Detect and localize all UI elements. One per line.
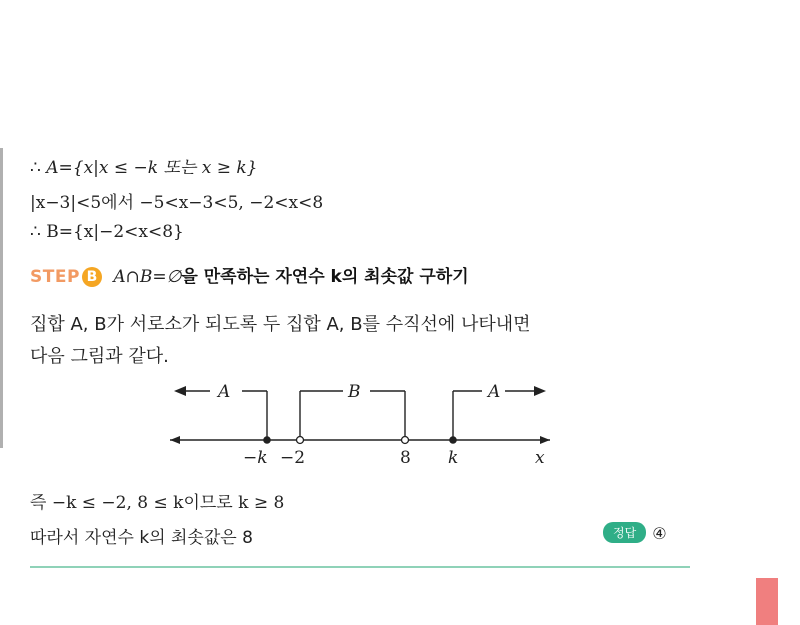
point-neg-2 xyxy=(297,437,304,444)
tick-neg-k: −k xyxy=(243,448,268,468)
solution-line-1 xyxy=(30,153,257,178)
solution-line-5: 따라서 자연수 k의 최솟값은 8 xyxy=(30,528,253,548)
set-a-definition: A={x|x ≤ −k 또는 x ≥ k} xyxy=(46,158,258,178)
solution-line-4: 즉 −k ≤ −2, 8 ≤ k이므로 k ≥ 8 xyxy=(30,493,285,513)
step-heading xyxy=(30,262,469,287)
step-letter-badge: B xyxy=(82,267,102,287)
step-label: STEP xyxy=(30,267,80,287)
paragraph-line-2: 다음 그림과 같다. xyxy=(30,346,169,367)
label-set-a-right: A xyxy=(488,382,501,402)
step-title: 을 만족하는 자연수 k의 최솟값 구하기 xyxy=(181,267,469,287)
answer-badge: 정답 xyxy=(603,522,646,543)
step-math: A∩B=∅ xyxy=(113,267,182,287)
bottom-divider xyxy=(30,566,690,568)
label-set-b: B xyxy=(348,382,361,402)
label-set-a-left: A xyxy=(218,382,231,402)
point-neg-k xyxy=(263,436,271,444)
label-axis-x: x xyxy=(535,448,545,468)
number-line-diagram xyxy=(160,375,560,470)
solution-line-3: ∴ B={x|−2<x<8} xyxy=(30,222,184,242)
axis-left-arrow-icon xyxy=(170,436,180,444)
page-tab-marker xyxy=(756,578,778,625)
tick-neg-2: −2 xyxy=(280,448,306,468)
solution-line-2: |x−3|<5에서 −5<x−3<5, −2<x<8 xyxy=(30,193,324,213)
therefore-symbol: ∴ xyxy=(30,158,47,178)
point-k xyxy=(449,436,457,444)
paragraph-line-1: 집합 A, B가 서로소가 되도록 두 집합 A, B를 수직선에 나타내면 xyxy=(30,314,531,335)
page-edge-shadow xyxy=(0,148,3,448)
tick-8: 8 xyxy=(400,448,411,468)
answer-value: ④ xyxy=(652,524,667,543)
answer-box xyxy=(603,522,667,543)
axis-right-arrow-icon xyxy=(540,436,550,444)
tick-k: k xyxy=(448,448,459,468)
point-8 xyxy=(402,437,409,444)
right-arrow-icon xyxy=(534,386,546,396)
left-arrow-icon xyxy=(174,386,186,396)
